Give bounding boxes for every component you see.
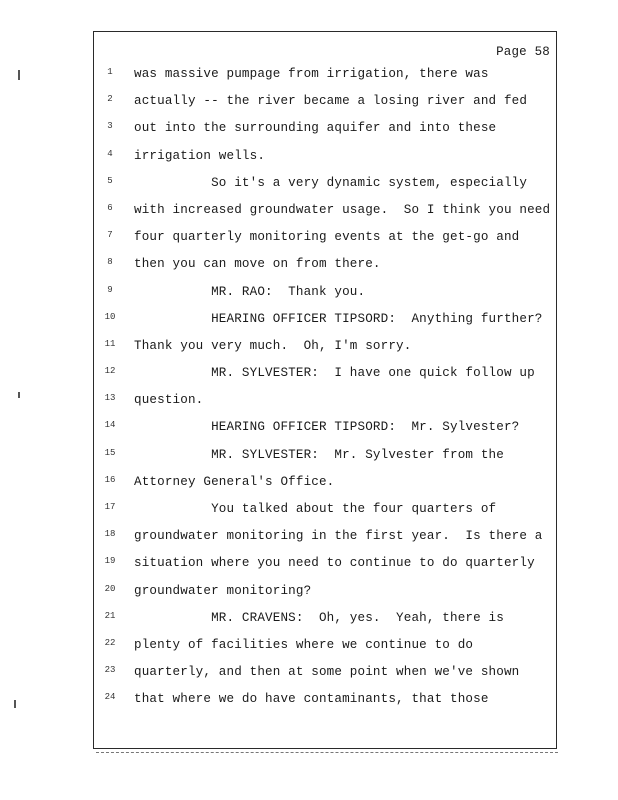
line-text: that where we do have contaminants, that those	[134, 692, 489, 707]
transcript-lines	[94, 67, 556, 720]
transcript-line	[94, 556, 556, 583]
line-text: then you can move on from there.	[134, 257, 381, 272]
line-number: 19	[104, 556, 116, 567]
transcript-line	[94, 584, 556, 611]
line-text: MR. CRAVENS: Oh, yes. Yeah, there is	[134, 610, 504, 625]
transcript-line	[94, 176, 556, 203]
transcript-line	[94, 121, 556, 148]
transcript-line	[94, 393, 556, 420]
line-text: quarterly, and then at some point when we've shown	[134, 665, 520, 680]
line-text: Thank you very much. Oh, I'm sorry.	[134, 338, 412, 353]
line-number: 16	[104, 474, 116, 485]
line-number: 20	[104, 583, 116, 594]
scan-speck	[18, 392, 20, 398]
line-number: 8	[107, 257, 113, 268]
line-number: 4	[107, 148, 113, 159]
transcript-line	[94, 312, 556, 339]
transcript-line	[94, 94, 556, 121]
line-text: with increased groundwater usage. So I think you need	[134, 202, 551, 217]
transcript-line	[94, 257, 556, 284]
line-number: 13	[104, 393, 116, 404]
line-number: 22	[104, 637, 116, 648]
line-text: Attorney General's Office.	[134, 474, 335, 489]
line-number: 9	[107, 284, 113, 295]
line-text: MR. SYLVESTER: I have one quick follow up	[134, 366, 535, 381]
line-number: 10	[104, 311, 116, 322]
scan-bottom-edge	[96, 752, 558, 754]
line-number: 3	[107, 121, 113, 132]
transcript-line	[94, 611, 556, 638]
line-text: So it's a very dynamic system, especially	[134, 175, 528, 190]
line-text: situation where you need to continue to do quarterly	[134, 556, 535, 571]
line-text: MR. RAO: Thank you.	[134, 284, 366, 299]
transcript-line	[94, 149, 556, 176]
scan-speck	[18, 70, 20, 80]
transcript-line	[94, 366, 556, 393]
line-text: HEARING OFFICER TIPSORD: Mr. Sylvester?	[134, 420, 520, 435]
line-text: question.	[134, 393, 204, 408]
line-text: groundwater monitoring in the first year. Is there a	[134, 529, 543, 544]
line-number: 24	[104, 692, 116, 703]
line-text: groundwater monitoring?	[134, 583, 312, 598]
line-number: 18	[104, 529, 116, 540]
line-text: actually -- the river became a losing river and fed	[134, 94, 528, 109]
transcript-line	[94, 692, 556, 719]
transcript-line	[94, 475, 556, 502]
transcript-line	[94, 665, 556, 692]
line-text: irrigation wells.	[134, 148, 266, 163]
transcript-line	[94, 230, 556, 257]
transcript-line	[94, 638, 556, 665]
line-text: HEARING OFFICER TIPSORD: Anything further?	[134, 311, 543, 326]
line-text: out into the surrounding aquifer and into these	[134, 121, 497, 136]
line-text: four quarterly monitoring events at the get-go and	[134, 230, 520, 245]
transcript-line	[94, 285, 556, 312]
transcript-line	[94, 529, 556, 556]
line-text: plenty of facilities where we continue to do	[134, 637, 474, 652]
transcript-line	[94, 448, 556, 475]
line-number: 12	[104, 366, 116, 377]
transcript-line	[94, 502, 556, 529]
line-number: 2	[107, 94, 113, 105]
transcript-line	[94, 339, 556, 366]
line-number: 11	[104, 338, 116, 349]
line-number: 14	[104, 420, 116, 431]
scan-speck	[14, 700, 16, 708]
line-text: was massive pumpage from irrigation, there was	[134, 67, 489, 81]
transcript-line	[94, 67, 556, 94]
line-number: 15	[104, 447, 116, 458]
line-text: MR. SYLVESTER: Mr. Sylvester from the	[134, 447, 504, 462]
transcript-frame	[93, 31, 557, 749]
line-number: 21	[104, 610, 116, 621]
line-text: You talked about the four quarters of	[134, 502, 497, 516]
page-number: Page 58	[496, 45, 550, 59]
transcript-line	[94, 203, 556, 230]
transcript-line	[94, 420, 556, 447]
line-number: 7	[107, 230, 113, 241]
line-number: 1	[107, 67, 113, 77]
line-number: 17	[104, 502, 116, 512]
line-number: 5	[107, 175, 113, 186]
line-number: 23	[104, 665, 116, 676]
line-number: 6	[107, 202, 113, 213]
